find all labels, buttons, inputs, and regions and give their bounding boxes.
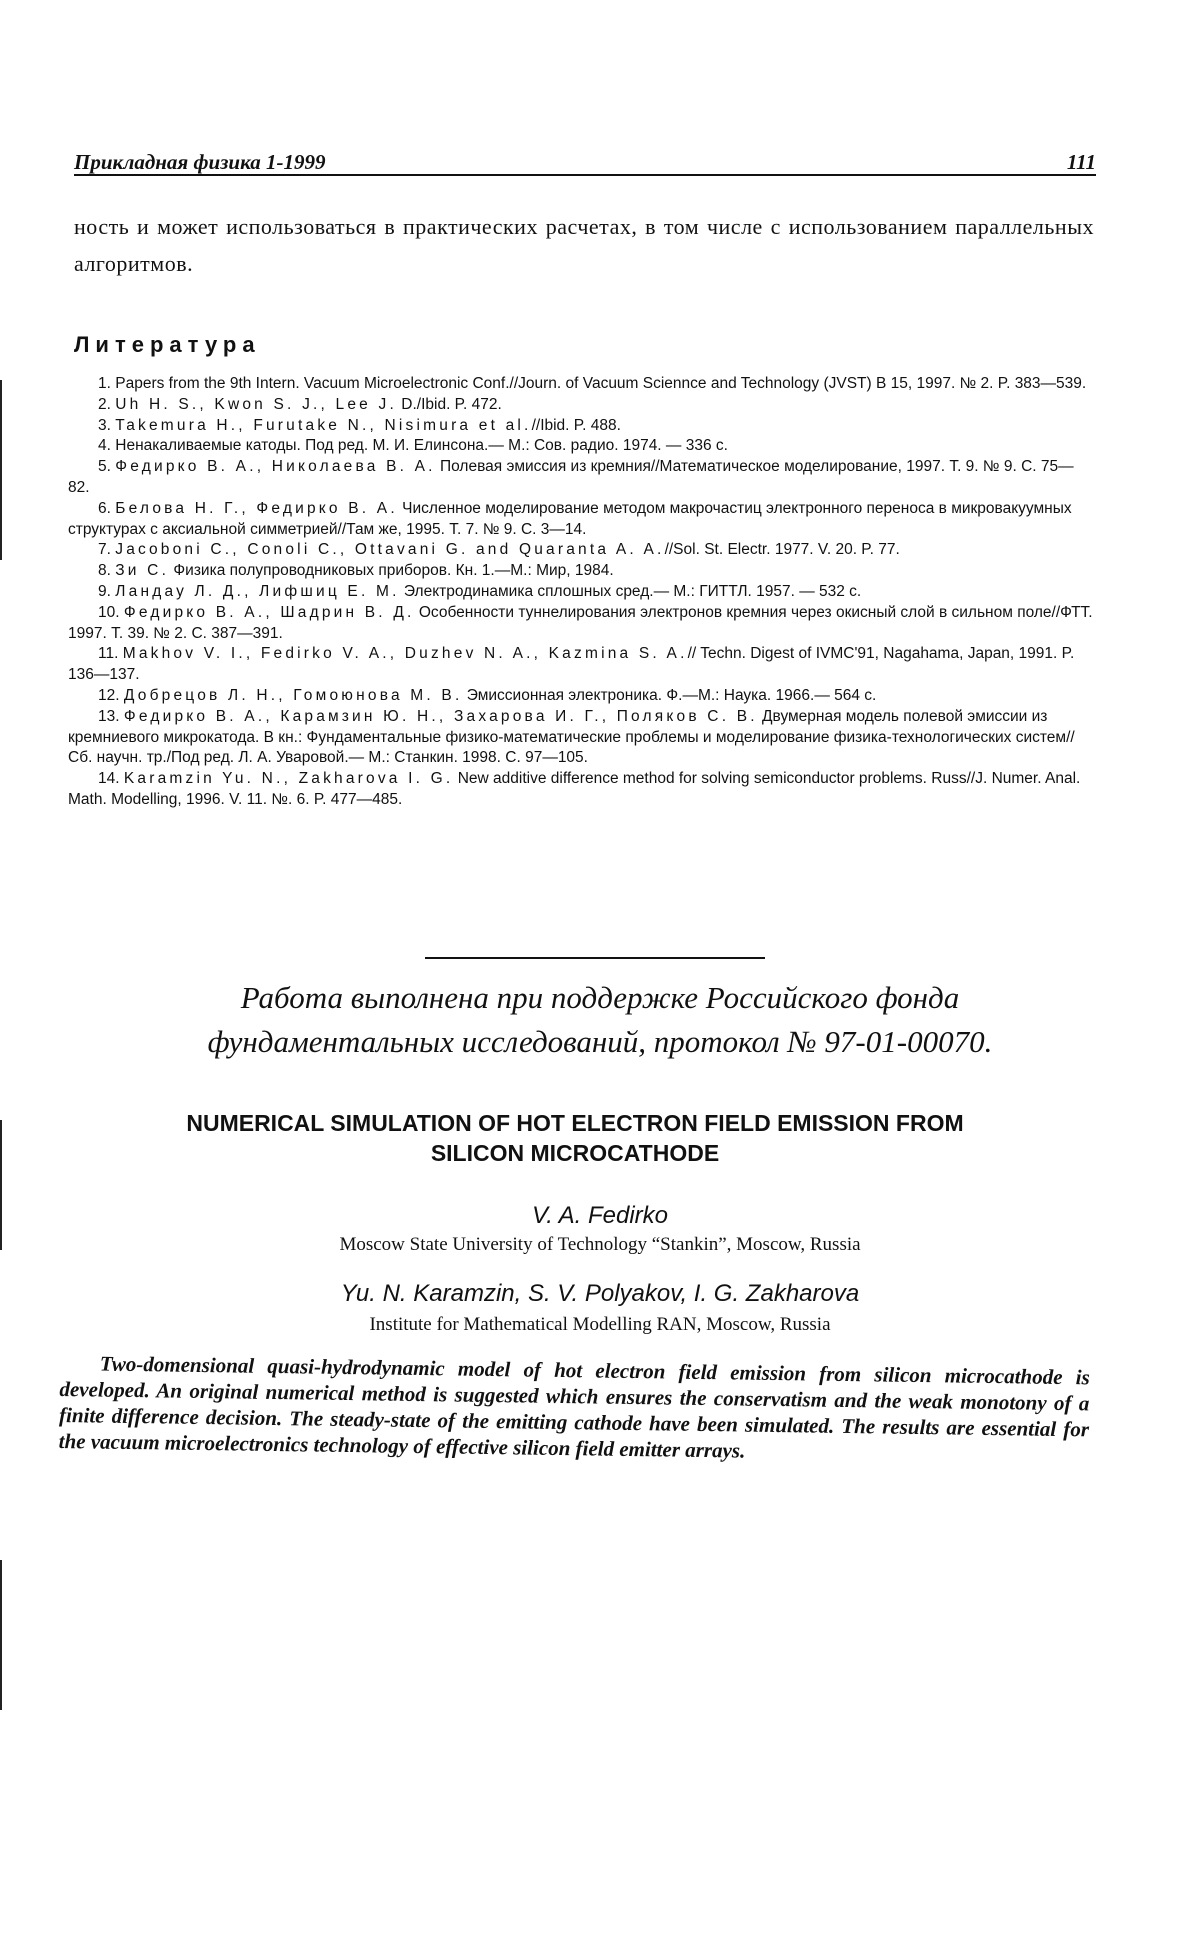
scan-margin-mark — [0, 380, 2, 560]
abstract: Two-domensional quasi-hydrodynamic model of hot electron field emission from silicon microcathode is developed. An original numerical method is suggested which ensures the conservatism and the weak monotony of a finite difference decision. The steady-state of the emitting cathode have been simulated. The results are essential for the vacuum microelectronics technology of effective silicon field emitter arrays. — [58, 1351, 1090, 1463]
reference-item: 3. Takemura H., Furutake N., Nisimura et al.//Ibid. P. 488. — [98, 416, 621, 434]
reference-list — [68, 374, 1094, 811]
acknowledgement-line: Работа выполнена при поддержке Российского фонда — [240, 980, 960, 1015]
scan-margin-mark — [0, 1560, 2, 1710]
reference-item: 13. Федирко В. А., Карамзин Ю. Н., Захарова И. Г., Поляков С. В. Двумерная модель полевой эмиссии из кремниевого микрокатода. В кн.: Фундаментальные физико-математические проблемы и моделирование физика-технологических систем//Сб. научн. тр./Под ред. Л. А. Уваровой.— М.: Станкин. 1998. С. 97—105. — [68, 707, 1075, 767]
author-line: Yu. N. Karamzin, S. V. Polyakov, I. G. Zakharova — [340, 1280, 860, 1307]
reference-item: 10. Федирко В. А., Шадрин В. Д. Особенности туннелирования электронов кремния через окисный слой в сильном поле//ФТТ. 1997. Т. 39. № 2. С. 387—391. — [68, 603, 1093, 642]
header-rule — [74, 174, 1096, 176]
reference-item: 2. Uh H. S., Kwon S. J., Lee J. D./Ibid. P. 472. — [98, 395, 502, 413]
article-title: NUMERICAL SIMULATION OF HOT ELECTRON FIELD EMISSION FROM SILICON MICROCATHODE — [186, 1110, 964, 1166]
reference-item: 5. Федирко В. А., Николаева В. А. Полевая эмиссия из кремния//Математическое моделирование, 1997. Т. 9. № 9. С. 75—82. — [68, 458, 1074, 496]
reference-item: 11. Makhov V. I., Fedirko V. A., Duzhev N. A., Kazmina S. A.// Techn. Digest of IVMC'91, Nagahama, Japan, 1991. P. 136—137. — [68, 645, 1075, 684]
literature-heading: Литература — [74, 332, 261, 357]
reference-item: 4. Ненакаливаемые катоды. Под ред. М. И. Елинсона.— М.: Сов. радио. 1974. — 336 с. — [98, 437, 728, 455]
author-line: V. A. Fedirko — [531, 1202, 669, 1229]
reference-item: 12. Добрецов Л. Н., Гомоюнова М. В. Эмиссионная электроника. Ф.—М.: Наука. 1966.— 564 с. — [98, 686, 877, 704]
acknowledgement-line: фундаментальных исследований, протокол № 97-01-00070. — [207, 1024, 993, 1059]
reference-item: 14. Karamzin Yu. N., Zakharova I. G. New additive difference method for solving semiconductor problems. Russ//J. Numer. Anal. Math. Modelling, 1996. V. 11. №. 6. P. 477—485. — [68, 770, 1081, 808]
reference-item: 9. Ландау Л. Д., Лифшиц Е. М. Электродинамика сплошных сред.— М.: ГИТТЛ. 1957. — 532 с. — [98, 582, 862, 600]
acknowledgement — [100, 976, 1100, 1064]
reference-item: 1. Papers from the 9th Intern. Vacuum Microelectronic Conf.//Journ. of Vacuum Sciennce and Technology (JVST) B 15, 1997. № 2. P. 383—539. — [98, 375, 1087, 392]
affiliation-line: Institute for Mathematical Modelling RAN, Moscow, Russia — [369, 1314, 831, 1335]
reference-item: 8. Зи С. Физика полупроводниковых приборов. Кн. 1.—М.: Мир, 1984. — [98, 562, 614, 580]
reference-item: 6. Белова Н. Г., Федирко В. А. Численное моделирование методом макрочастиц электронного переноса в микровакуумных структурах с аксиальной симметрией//Там же, 1995. Т. 7. № 9. С. 3—14. — [68, 499, 1072, 538]
scan-margin-mark — [0, 1120, 2, 1250]
section-separator — [425, 957, 765, 959]
reference-item: 7. Jacoboni C., Conoli C., Ottavani G. and Quaranta A. A.//Sol. St. Electr. 1977. V. 20. P. 77. — [98, 541, 900, 559]
page-number: 111 — [1066, 150, 1096, 174]
journal-title: Прикладная физика 1-1999 — [74, 150, 326, 174]
body-paragraph: ность и может использоваться в практических расчетах, в том числе с использованием параллельных алгоритмов. — [74, 214, 1094, 276]
affiliation-line: Moscow State University of Technology “Stankin”, Moscow, Russia — [339, 1234, 861, 1255]
